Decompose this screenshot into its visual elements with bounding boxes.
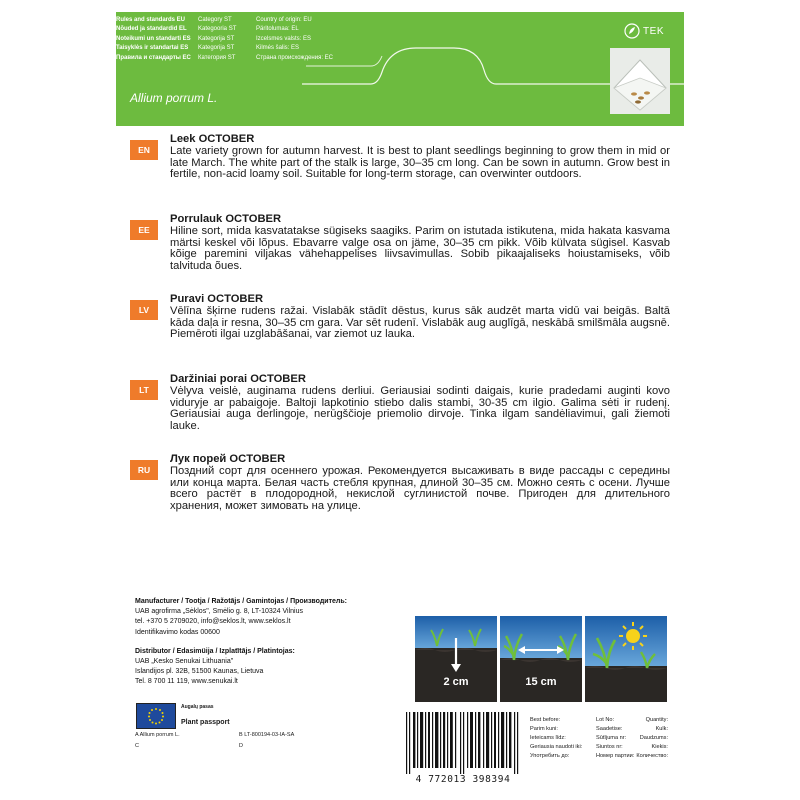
- sowing-depth-graphic: [415, 616, 497, 702]
- header-standards-table: [116, 16, 416, 63]
- quantity-column: [634, 716, 668, 761]
- header-origin: Izcelsmes valsts: ES: [256, 35, 312, 42]
- latin-name: Allium porrum L.: [130, 91, 218, 105]
- header-category: Kategorija ST: [198, 35, 235, 42]
- lang-text: [170, 294, 670, 341]
- plant-spacing-label: 15 cm: [525, 676, 557, 688]
- passport-row-b: B LT-800194-03-IA-SA: [239, 732, 295, 738]
- distributor-contact: Tel. 8 700 11 119, www.senukai.lt: [135, 678, 238, 686]
- header-origin: Country of origin: EU: [256, 17, 312, 23]
- quantity-label: Daudzums:: [639, 734, 668, 741]
- eu-flag-icon: [136, 703, 176, 729]
- header-rules: Taisyklės ir standartai ES: [116, 45, 189, 52]
- lot-number-label: Lot No:: [596, 717, 615, 723]
- manufacturer-contact: tel. +370 5 2709020, info@seklos.lt, www.seklos.lt: [135, 618, 291, 626]
- best-before-label: Parim kuni:: [530, 725, 558, 732]
- best-before-label: Geriausia naudoti iki:: [530, 743, 583, 750]
- header-origin: Päritolumaa: EL: [256, 26, 299, 33]
- lang-block-lt: [130, 374, 670, 433]
- header-rules: Noteikumi un standarti ES: [116, 35, 191, 42]
- header-rules: Nõuded ja standardid EL: [116, 26, 187, 33]
- lang-description: Late variety grown for autumn harvest. It is best to plant seedlings beginning to grow them in mid or late March. The white part of the stalk is large, 30–35 cm long. Can be sown in autumn. Grow best in fertile, non-acid loamy soil. Suitable for long-term storage, can overwinter outdoors.: [170, 144, 670, 181]
- spacer: [135, 638, 347, 647]
- lang-title: Leek OCTOBER: [170, 133, 255, 145]
- passport-row-a: A Allium porrum L.: [135, 732, 180, 738]
- manufacturer-label: Manufacturer / Tootja / Ražotājs / Gamintojas / Производитель:: [135, 598, 347, 605]
- barcode-number: 4 772013 398394: [415, 774, 511, 785]
- lang-title: Лук порей OCTOBER: [170, 453, 286, 465]
- lang-block-ee: [130, 214, 670, 273]
- sowing-depth-label: 2 cm: [443, 676, 469, 688]
- best-before-label: Употребить до:: [530, 752, 570, 759]
- brand-logo: [624, 23, 664, 39]
- best-before-label: Best before:: [530, 717, 561, 723]
- lang-title: Daržiniai porai OCTOBER: [170, 373, 306, 385]
- quantity-label: Количество:: [636, 752, 668, 759]
- header-origin: Kilmės šalis: ES: [256, 45, 300, 52]
- passport-title: Plant passport: [181, 719, 230, 726]
- header-row: [116, 54, 416, 63]
- manufacturer-distributor-info: [135, 597, 347, 688]
- lang-description: Поздний сорт для осеннего урожая. Рекомендуется высаживать в виде рассады с середины или конца марта. Белая часть стебля крупная, длиной 30–35 см. Можно сеять с осени. Лучше всего растёт в плодородной, некислой суглинистой почве. Пригоден для длительного хранения, может зимовать на улице.: [170, 464, 670, 513]
- lot-number-label: Siuntos nr:: [596, 743, 623, 750]
- quantity-label: Quantity:: [645, 717, 668, 723]
- header-row: [116, 44, 416, 53]
- seed-packet-icon: [610, 48, 670, 114]
- sunlight-graphic: [585, 616, 667, 702]
- lang-text: [170, 374, 670, 433]
- lang-description: Hiline sort, mida kasvatatakse sügiseks saagiks. Parim on istutada istikutena, mida hakata kasvama märtsi keskel või lõpus. Ebavarre valge osa on jäme, 30–35 cm pikk. Võib külvata sügisel. Kasvab kõige paremini viljakas vähehappelises liivsavimullas. Sobib pikaajaliseks hoiustamiseks, võib talvituda õues.: [170, 224, 670, 273]
- lot-number-label: Sūtījuma nr:: [596, 734, 627, 741]
- quantity-label: Kulk:: [655, 725, 668, 732]
- sowing-depth-illustration: [415, 616, 497, 702]
- passport-small-label: Augalų pasas: [181, 704, 214, 710]
- lang-badge: EE: [130, 220, 158, 240]
- distributor-address: Islandijos pl. 32B, 51500 Kaunas, Lietuva: [135, 668, 264, 676]
- lang-badge: RU: [130, 460, 158, 480]
- lot-number-label: Saadetise:: [596, 725, 623, 732]
- quantity-label: Kiekis:: [651, 743, 668, 750]
- header-rules: Правила и стандарты ЕС: [116, 54, 191, 61]
- distributor-name: UAB „Kesko Senukai Lithuania": [135, 658, 234, 666]
- brand-name: TEK: [643, 25, 664, 37]
- lot-number-column: [596, 716, 634, 761]
- header-category: Kategorija ST: [198, 45, 235, 52]
- lang-block-ru: [130, 454, 670, 513]
- manufacturer-name: UAB agrofirma „Sėklos", Smėlio g. 8, LT-10324 Vilnius: [135, 608, 303, 616]
- plant-spacing-illustration: [500, 616, 582, 702]
- best-before-column: [530, 716, 582, 761]
- lang-description: Vėlyva veislė, auginama rudens derliui. Geriausiai sodinti daigais, kurie pradedami auginti kovo viduryje ar pabaigoje. Baltoji lapkotinio stiebo dalis stambi, 30-35 cm ilgio. Galima sėti ir rudenį. Geriausiai auga derlingoje, nerūgščioje priemolio dirvoje. Tinka ilgam sandėliavimui, gali žiemoti lauke.: [170, 384, 670, 433]
- lang-text: [170, 134, 670, 181]
- header-row: [116, 35, 416, 44]
- header-row: [116, 25, 416, 34]
- header-origin: Страна происхождения: ЕС: [256, 54, 333, 61]
- passport-row-d: D: [239, 743, 243, 749]
- lang-text: [170, 214, 670, 273]
- manufacturer-code: Identifikavimo kodas 00600: [135, 628, 220, 636]
- leaf-logo-icon: [624, 23, 640, 39]
- lang-block-lv: [130, 294, 670, 341]
- plant-spacing-graphic: [500, 616, 582, 702]
- header-banner: [116, 12, 684, 126]
- lang-description: Vēlīna šķirne rudens ražai. Vislabāk stādīt dēstus, kurus sāk audzēt marta vidū vai beigās. Baltā kāda daļa ir resna, 30–35 cm gara. Var sēt rudenī. Vislabāk aug auglīgā, neskābā smilšmāla augsnē. Piemēroti ilgai uzglabāšanai, var ziemot uz lauka.: [170, 304, 670, 341]
- sunlight-illustration: [585, 616, 667, 702]
- lang-text: [170, 454, 670, 513]
- lang-badge: LV: [130, 300, 158, 320]
- header-category: Category ST: [198, 17, 232, 23]
- lang-block-en: [130, 134, 670, 181]
- distributor-label: Distributor / Edasimüija / Izplatītājs / Platintojas:: [135, 647, 295, 655]
- lot-number-label: Номер партии:: [596, 752, 635, 759]
- lang-badge: EN: [130, 140, 158, 160]
- header-rules: Rules and standards EU: [116, 17, 186, 23]
- lang-title: Porrulauk OCTOBER: [170, 213, 282, 225]
- lang-title: Puravi OCTOBER: [170, 293, 264, 305]
- header-category: Kategooria ST: [198, 26, 237, 33]
- passport-row-c: C: [135, 743, 139, 749]
- header-row: [116, 16, 416, 25]
- barcode: [402, 712, 524, 774]
- header-category: Категория ST: [198, 54, 236, 61]
- best-before-label: Ieteicams līdz:: [530, 734, 566, 741]
- lang-badge: LT: [130, 380, 158, 400]
